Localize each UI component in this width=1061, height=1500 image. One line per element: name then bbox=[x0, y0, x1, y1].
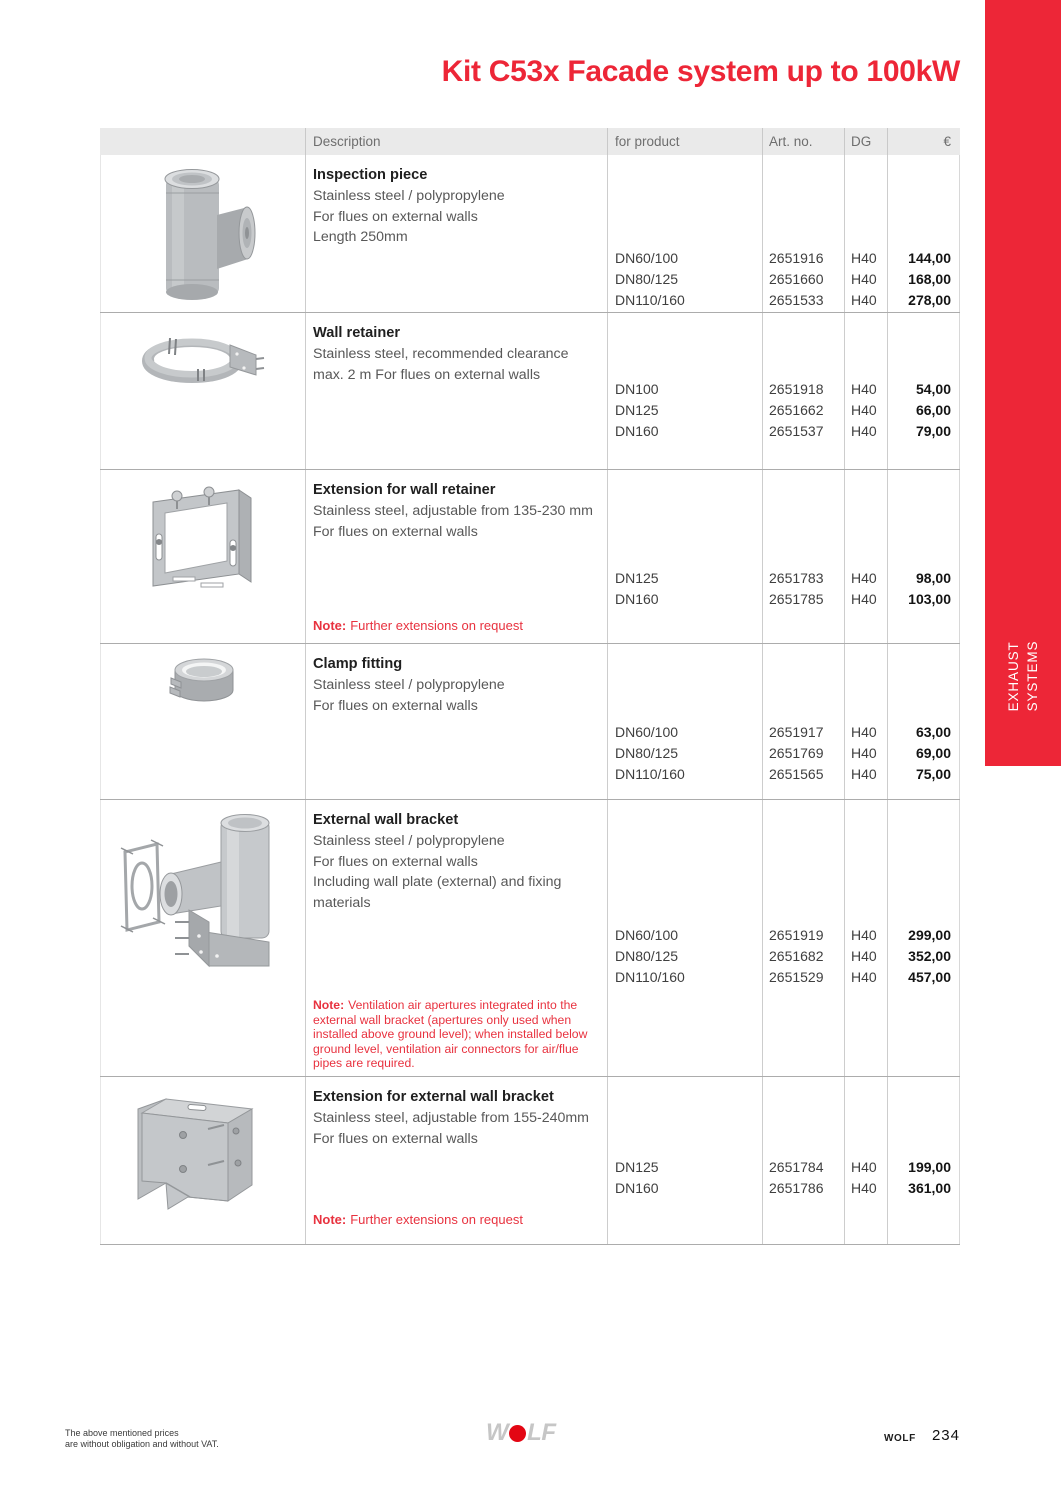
dg-value bbox=[845, 610, 887, 631]
wolf-logo-left: W bbox=[486, 1419, 509, 1446]
for-product-value: DN160 bbox=[615, 422, 659, 439]
table-row bbox=[100, 800, 960, 1077]
page-number: 234 bbox=[931, 1427, 960, 1444]
art-no-value: 2651916 bbox=[769, 250, 824, 266]
footer-disclaimer bbox=[65, 1428, 219, 1450]
price-value: 69,00 bbox=[915, 744, 951, 761]
table-row bbox=[100, 155, 960, 313]
art-no-value: 2651786 bbox=[769, 1179, 824, 1196]
for-product-value: DN100 bbox=[615, 381, 659, 397]
footer-brand-label: WOLF bbox=[884, 1433, 916, 1444]
external-wall-bracket-image bbox=[113, 810, 293, 985]
wall-retainer-extension-image bbox=[143, 482, 263, 602]
table-row bbox=[100, 313, 960, 470]
art-no-cell bbox=[762, 470, 844, 643]
for-product-value: DN60/100 bbox=[615, 927, 679, 943]
product-desc-line: For flues on external walls bbox=[313, 208, 478, 225]
for-product-value: DN80/125 bbox=[615, 947, 679, 964]
dg-cell bbox=[844, 1077, 887, 1244]
product-image-cell bbox=[100, 313, 305, 469]
dg-value: H40 bbox=[851, 1159, 877, 1175]
art-no-value: 2651660 bbox=[769, 270, 824, 287]
for-product-value: DN160 bbox=[615, 1179, 659, 1196]
table-row bbox=[100, 470, 960, 644]
product-image-cell bbox=[100, 470, 305, 643]
for-product-value: DN60/100 bbox=[615, 250, 679, 266]
product-name: Wall retainer bbox=[313, 325, 401, 341]
table-row bbox=[100, 1077, 960, 1245]
price-cell bbox=[887, 644, 960, 799]
price-cell bbox=[887, 1077, 960, 1244]
product-description-cell bbox=[305, 644, 607, 799]
price-value: 278,00 bbox=[908, 291, 951, 308]
art-no-value: 2651919 bbox=[769, 927, 824, 943]
note-label: Note: bbox=[313, 617, 347, 633]
for-product-value bbox=[608, 610, 762, 631]
product-name: Inspection piece bbox=[313, 167, 428, 183]
price-cell bbox=[887, 470, 960, 643]
for-product-value: DN125 bbox=[615, 570, 659, 586]
section-tab-line2: SYSTEMS bbox=[1025, 640, 1040, 712]
art-no-value: 2651533 bbox=[769, 291, 824, 308]
dg-value: H40 bbox=[851, 927, 877, 943]
price-value: 66,00 bbox=[915, 401, 951, 418]
dg-value: H40 bbox=[851, 765, 877, 782]
dg-value: H40 bbox=[851, 570, 877, 586]
for-product-value: DN110/160 bbox=[615, 291, 685, 308]
price-cell bbox=[887, 313, 960, 469]
price-value: 352,00 bbox=[908, 947, 951, 964]
table-row bbox=[100, 644, 960, 800]
product-image-cell bbox=[100, 800, 305, 1076]
product-note bbox=[313, 618, 603, 634]
dg-value: H40 bbox=[851, 422, 877, 439]
header-image-column bbox=[100, 128, 305, 155]
product-desc-line: Stainless steel, adjustable from 135-230 mm bbox=[313, 503, 593, 519]
dg-value: H40 bbox=[851, 968, 877, 985]
product-desc-line: Including wall plate (external) and fixing materials bbox=[313, 874, 562, 911]
for-product-cell bbox=[607, 470, 762, 643]
product-name: Extension for external wall bracket bbox=[313, 1089, 554, 1105]
dg-value: H40 bbox=[851, 401, 877, 418]
note-text: Further extensions on request bbox=[350, 1211, 523, 1227]
art-no-cell bbox=[762, 1077, 844, 1244]
product-image-cell bbox=[100, 644, 305, 799]
wolf-logo-right: LF bbox=[527, 1419, 556, 1446]
product-desc-line: For flues on external walls bbox=[313, 523, 478, 540]
for-product-cell bbox=[607, 800, 762, 1076]
wolf-logo-red-dot-icon bbox=[509, 1425, 526, 1442]
for-product-value: DN110/160 bbox=[615, 765, 685, 782]
section-tab-red bbox=[985, 0, 1061, 766]
product-description-cell bbox=[305, 800, 607, 1076]
dg-value: H40 bbox=[851, 590, 877, 607]
footer-disclaimer-line1: The above mentioned prices bbox=[65, 1428, 179, 1438]
product-desc-line: For flues on external walls bbox=[313, 697, 478, 714]
price-value: 98,00 bbox=[915, 570, 951, 586]
price-value: 75,00 bbox=[915, 765, 951, 782]
dg-value: H40 bbox=[851, 947, 877, 964]
art-no-value: 2651682 bbox=[769, 947, 824, 964]
note-label: Note: bbox=[313, 998, 345, 1013]
header-price-eur: € bbox=[887, 128, 960, 155]
product-desc-line: Length 250mm bbox=[313, 229, 408, 245]
dg-cell bbox=[844, 800, 887, 1076]
product-desc-line: Stainless steel, recommended clearance max. 2 m For flues on external walls bbox=[313, 346, 569, 383]
price-value: 168,00 bbox=[908, 270, 951, 287]
wall-retainer-image bbox=[140, 329, 265, 399]
header-dg: DG bbox=[844, 128, 887, 155]
art-no-value bbox=[763, 1199, 844, 1220]
product-desc-line: For flues on external walls bbox=[313, 1130, 478, 1147]
product-name: External wall bracket bbox=[313, 812, 459, 828]
dg-cell bbox=[844, 644, 887, 799]
price-cell bbox=[887, 155, 960, 312]
for-product-value: DN60/100 bbox=[615, 724, 679, 740]
note-text: Ventilation air apertures integrated into the external wall bracket (apertures only used when installed above ground level); when installed below ground level, ventilation air connectors for air/flue pipes are required. bbox=[313, 998, 588, 1071]
price-value: 144,00 bbox=[908, 250, 951, 266]
note-text: Further extensions on request bbox=[350, 617, 523, 633]
section-tab-line1: EXHAUST bbox=[1006, 641, 1021, 712]
product-description-cell bbox=[305, 470, 607, 643]
price-value bbox=[888, 610, 960, 631]
price-value: 361,00 bbox=[908, 1179, 951, 1196]
art-no-value: 2651565 bbox=[769, 765, 824, 782]
price-value: 79,00 bbox=[915, 422, 951, 439]
for-product-cell bbox=[607, 155, 762, 312]
header-art-no: Art. no. bbox=[762, 128, 844, 155]
art-no-value: 2651783 bbox=[769, 570, 824, 586]
wolf-logo bbox=[486, 1419, 555, 1447]
price-cell bbox=[887, 800, 960, 1076]
for-product-value: DN160 bbox=[615, 590, 659, 607]
price-value: 457,00 bbox=[908, 968, 951, 985]
product-note bbox=[313, 1212, 603, 1228]
product-desc-line: Stainless steel, adjustable from 155-240mm bbox=[313, 1110, 590, 1126]
price-value bbox=[888, 1199, 960, 1220]
art-no-cell bbox=[762, 313, 844, 469]
product-description-cell bbox=[305, 313, 607, 469]
inspection-piece-image bbox=[148, 165, 258, 305]
art-no-value: 2651662 bbox=[769, 401, 824, 418]
dg-value: H40 bbox=[851, 744, 877, 761]
price-value: 199,00 bbox=[908, 1159, 951, 1175]
for-product-value: DN125 bbox=[615, 401, 659, 418]
page-title: Kit C53x Facade system up to 100kW bbox=[441, 55, 960, 88]
product-desc-line: Stainless steel / polypropylene bbox=[313, 188, 505, 204]
art-no-cell bbox=[762, 155, 844, 312]
product-note bbox=[313, 998, 603, 1071]
table-header-row bbox=[100, 128, 960, 155]
for-product-value: DN80/125 bbox=[615, 270, 679, 287]
product-image-cell bbox=[100, 1077, 305, 1244]
price-value: 63,00 bbox=[915, 724, 951, 740]
price-value: 54,00 bbox=[915, 381, 951, 397]
dg-value: H40 bbox=[851, 250, 877, 266]
art-no-value: 2651917 bbox=[769, 724, 824, 740]
dg-cell bbox=[844, 313, 887, 469]
product-description-cell bbox=[305, 155, 607, 312]
dg-value: H40 bbox=[851, 724, 877, 740]
for-product-value bbox=[608, 1199, 762, 1220]
product-name: Extension for wall retainer bbox=[313, 482, 496, 498]
header-description: Description bbox=[305, 128, 607, 155]
art-no-value bbox=[763, 610, 844, 631]
header-for-product: for product bbox=[607, 128, 762, 155]
section-tab-label bbox=[1004, 641, 1042, 712]
art-no-value: 2651785 bbox=[769, 590, 824, 607]
clamp-fitting-image bbox=[165, 652, 240, 714]
for-product-value: DN80/125 bbox=[615, 744, 679, 761]
art-no-value: 2651918 bbox=[769, 381, 824, 397]
product-image-cell bbox=[100, 155, 305, 312]
art-no-value: 2651537 bbox=[769, 422, 824, 439]
for-product-value: DN110/160 bbox=[615, 968, 685, 985]
art-no-cell bbox=[762, 644, 844, 799]
dg-value: H40 bbox=[851, 291, 877, 308]
product-desc-line: Stainless steel / polypropylene bbox=[313, 677, 505, 693]
external-wall-bracket-extension-image bbox=[128, 1085, 278, 1215]
dg-value: H40 bbox=[851, 381, 877, 397]
for-product-cell bbox=[607, 1077, 762, 1244]
art-no-value: 2651784 bbox=[769, 1159, 824, 1175]
for-product-value: DN125 bbox=[615, 1159, 659, 1175]
for-product-cell bbox=[607, 644, 762, 799]
product-name: Clamp fitting bbox=[313, 656, 403, 672]
art-no-cell bbox=[762, 800, 844, 1076]
footer-disclaimer-line2: are without obligation and without VAT. bbox=[65, 1439, 219, 1449]
dg-cell bbox=[844, 470, 887, 643]
dg-value: H40 bbox=[851, 270, 877, 287]
art-no-value: 2651769 bbox=[769, 744, 824, 761]
dg-cell bbox=[844, 155, 887, 312]
dg-value: H40 bbox=[851, 1179, 877, 1196]
price-table bbox=[100, 128, 960, 1245]
note-label: Note: bbox=[313, 1211, 347, 1227]
product-desc-line: For flues on external walls bbox=[313, 853, 478, 870]
price-value: 299,00 bbox=[908, 927, 951, 943]
dg-value bbox=[845, 1199, 887, 1220]
art-no-value: 2651529 bbox=[769, 968, 824, 985]
product-desc-line: Stainless steel / polypropylene bbox=[313, 833, 505, 849]
for-product-cell bbox=[607, 313, 762, 469]
product-description-cell bbox=[305, 1077, 607, 1244]
price-value: 103,00 bbox=[908, 590, 951, 607]
